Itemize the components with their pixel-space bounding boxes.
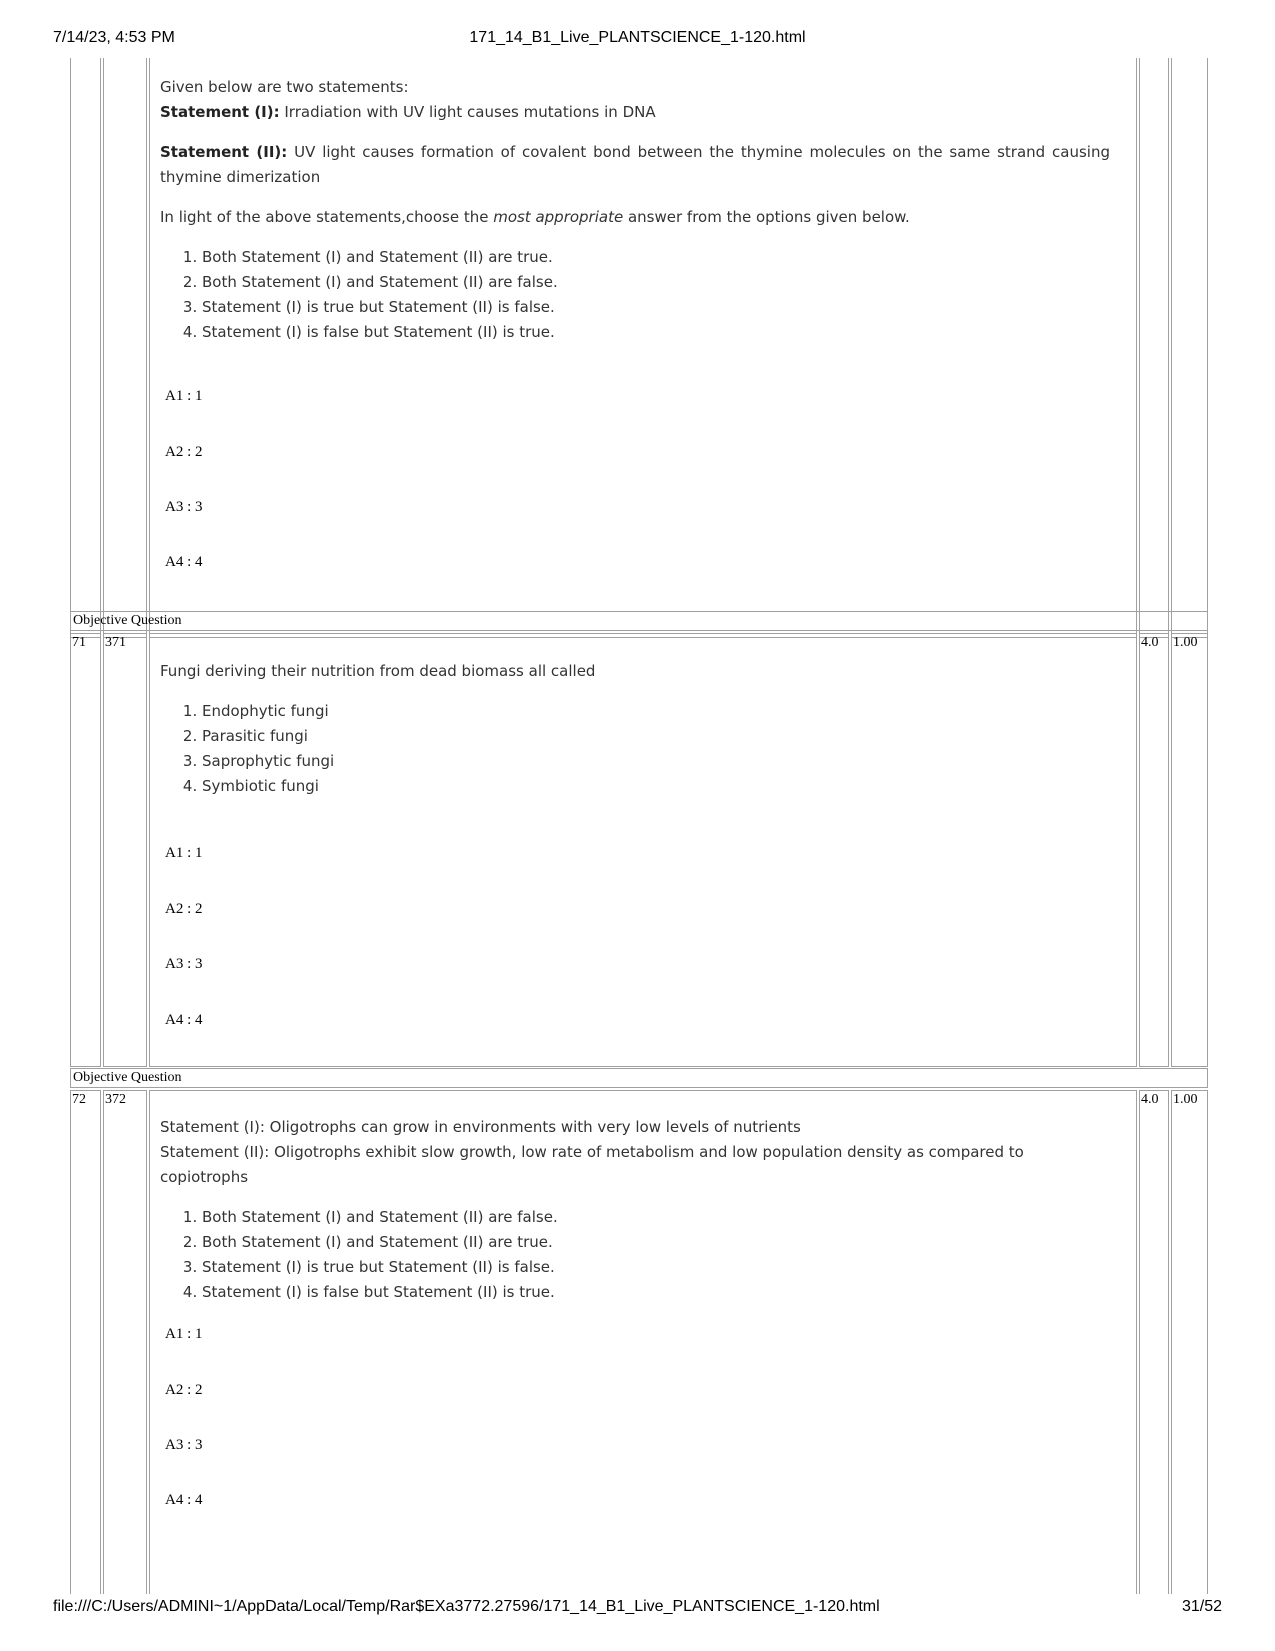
- q70-answer-1: A1 : 1: [165, 388, 203, 404]
- print-datetime: 7/14/23, 4:53 PM: [53, 29, 175, 46]
- option-item: 2. Both Statement (I) and Statement (II) are false.: [202, 270, 1110, 295]
- q72-section-header: [70, 1068, 1208, 1088]
- q70-options: [160, 245, 1110, 345]
- option-item: 3. Statement (I) is true but Statement (II) is false.: [202, 1255, 1110, 1280]
- q70-intro: Given below are two statements:: [160, 78, 409, 96]
- q71-id: 371: [105, 635, 126, 650]
- q72-neg-cell: [1171, 1090, 1208, 1594]
- q70-statement-2: Statement (II): UV light causes formation of covalent bond between the thymine molecules on the same strand causing thymine dimerization: [160, 143, 1110, 186]
- option-item: 1. Both Statement (I) and Statement (II) are false.: [202, 1205, 1110, 1230]
- option-item: 3. Saprophytic fungi: [202, 749, 1110, 774]
- q71-answer-4: A4 : 4: [165, 1012, 203, 1028]
- option-item: 4. Statement (I) is false but Statement (II) is true.: [202, 320, 1110, 345]
- print-page-number: 31/52: [1181, 1598, 1222, 1615]
- q70-answer-3: A3 : 3: [165, 499, 203, 515]
- q72-answer-1: A1 : 1: [165, 1326, 203, 1342]
- q71-neg-cell: [1171, 633, 1208, 1067]
- q71-answer-1: A1 : 1: [165, 845, 203, 861]
- print-file-path: file:///C:/Users/ADMINI~1/AppData/Local/Temp/Rar$EXa3772.27596/171_14_B1_Live_PLANTSCIENCE_1-120.html: [53, 1598, 880, 1615]
- q72-answer-2: A2 : 2: [165, 1382, 203, 1398]
- option-item: 4. Statement (I) is false but Statement (II) is true.: [202, 1280, 1110, 1305]
- print-footer: [0, 1598, 1275, 1620]
- option-item: 4. Symbiotic fungi: [202, 774, 1110, 799]
- q72-body: [160, 1115, 1110, 1305]
- q71-body: [160, 659, 1110, 799]
- q71-marks: 4.0: [1141, 635, 1159, 650]
- q71-num-cell: [70, 633, 101, 1067]
- q70-answer-4: A4 : 4: [165, 554, 203, 570]
- q72-statement-1: Statement (I): Oligotrophs can grow in environments with very low levels of nutrients: [160, 1118, 801, 1136]
- option-item: 1. Endophytic fungi: [202, 699, 1110, 724]
- q72-statement-2: Statement (II): Oligotrophs exhibit slow growth, low rate of metabolism and low population density as compared to copiotrophs: [160, 1143, 1024, 1186]
- q72-marks-cell: [1139, 1090, 1169, 1594]
- question-table: [70, 58, 1208, 1594]
- q70-instruction: In light of the above statements,choose the most appropriate answer from the options given below.: [160, 208, 910, 226]
- q70-id-cell: [103, 58, 147, 638]
- print-filename: 171_14_B1_Live_PLANTSCIENCE_1-120.html: [469, 29, 806, 46]
- q71-answer-2: A2 : 2: [165, 901, 203, 917]
- q71-id-cell: [103, 633, 147, 1067]
- q72-negative-marks: 1.00: [1173, 1092, 1198, 1107]
- q70-neg-cell: [1171, 58, 1208, 638]
- option-item: 1. Both Statement (I) and Statement (II) are true.: [202, 245, 1110, 270]
- option-item: 2. Parasitic fungi: [202, 724, 1110, 749]
- q72-number: 72: [72, 1092, 86, 1107]
- q72-id: 372: [105, 1092, 126, 1107]
- q72-answer-4: A4 : 4: [165, 1492, 203, 1508]
- q72-id-cell: [103, 1090, 147, 1594]
- q72-answer-3: A3 : 3: [165, 1437, 203, 1453]
- q70-s2-label: Statement (II):: [160, 143, 288, 161]
- q72-section-label: Objective Question: [73, 1070, 182, 1085]
- q72-options: [160, 1205, 1110, 1305]
- option-item: 3. Statement (I) is true but Statement (II) is false.: [202, 295, 1110, 320]
- q70-num-cell: [70, 58, 101, 638]
- print-header: [0, 29, 1275, 51]
- option-item: 2. Both Statement (I) and Statement (II) are true.: [202, 1230, 1110, 1255]
- q72-marks: 4.0: [1141, 1092, 1159, 1107]
- q71-answer-3: A3 : 3: [165, 956, 203, 972]
- q71-number: 71: [72, 635, 86, 650]
- q71-section-label: Objective Question: [73, 613, 182, 628]
- q72-num-cell: [70, 1090, 101, 1594]
- q70-s1-label: Statement (I):: [160, 103, 280, 121]
- q70-answer-2: A2 : 2: [165, 444, 203, 460]
- q71-options: [160, 699, 1110, 799]
- q70-statement-1: Statement (I): Irradiation with UV light causes mutations in DNA: [160, 103, 656, 121]
- q71-negative-marks: 1.00: [1173, 635, 1198, 650]
- q70-body: [160, 75, 1110, 345]
- q71-marks-cell: [1139, 633, 1169, 1067]
- q71-question-text: Fungi deriving their nutrition from dead biomass all called: [160, 662, 596, 680]
- q71-section-header: [70, 611, 1208, 631]
- q70-marks-cell: [1139, 58, 1169, 638]
